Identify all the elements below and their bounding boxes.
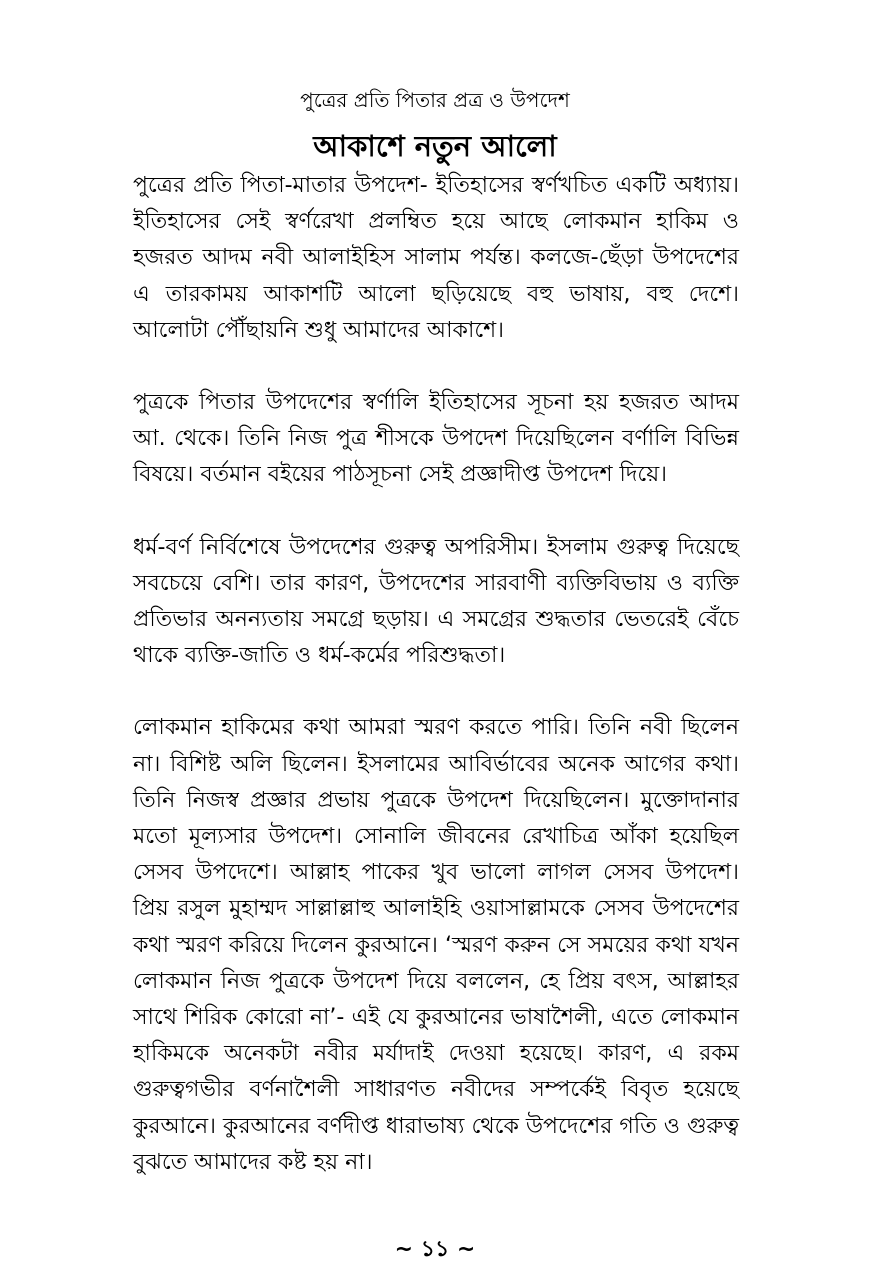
paragraph-1: পুত্রের প্রতি পিতা-মাতার উপদেশ- ইতিহাসের স্বর্ণখচিত একটি অধ্যায়। ইতিহাসের সেই স্বর্ণরেখা প্রলম্বিত হয়ে আছে লোকমান হাকিম ও হজরত আদম নবী আলাইহিস সালাম পর্যন্ত। কলজে-ছেঁড়া উপদেশের এ তারকাময় আকাশটি আলো ছড়িয়েছে বহু ভাষায়, বহু দেশে। আলোটা পৌঁছায়নি শুধু আমাদের আকাশে। [133, 173, 739, 343]
paragraph-4: লোকমান হাকিমের কথা আমরা স্মরণ করতে পারি। তিনি নবী ছিলেন না। বিশিষ্ট অলি ছিলেন। ইসলামের আবির্ভাবের অনেক আগের কথা। তিনি নিজস্ব প্রজ্ঞার প্রভায় পুত্রকে উপদেশ দিয়েছিলেন। মুক্তোদানার মতো মূল্যসার উপদেশ। সোনালি জীবনের রেখাচিত্র আঁকা হয়েছিল সেসব উপদেশে। আল্লাহ পাকের খুব ভালো লাগল সেসব উপদেশ। প্রিয় রসুল মুহাম্মদ সাল্লাল্লাহু আলাইহি ওয়াসাল্লামকে সেসব উপদেশের কথা স্মরণ করিয়ে দিলেন কুরআনে। ‘স্মরণ করুন সে সময়ের কথা যখন লোকমান নিজ পুত্রকে উপদেশ দিয়ে বললেন, হে প্রিয় বৎস, আল্লাহর সাথে শিরিক কোরো না’- এই যে কুরআনের ভাষাশৈলী, এতে লোকমান হাকিমকে অনেকটা নবীর মর্যাদাই দেওয়া হয়েছে। কারণ, এ রকম গুরুত্বগভীর বর্ণনাশৈলী সাধারণত নবীদের সম্পর্কেই বিবৃত হয়েছে কুরআনে। কুরআনের বর্ণদীপ্ত ধারাভাষ্য থেকে উপদেশের গতি ও গুরুত্ব বুঝতে আমাদের কষ্ট হয় না। [133, 715, 739, 1175]
paragraph-2: পুত্রকে পিতার উপদেশের স্বর্ণালি ইতিহাসের সূচনা হয় হজরত আদম আ. থেকে। তিনি নিজ পুত্র শীসকে উপদেশ দিয়েছিলেন বর্ণালি বিভিন্ন বিষয়ে। বর্তমান বইয়ের পাঠসূচনা সেই প্রজ্ঞাদীপ্ত উপদেশ দিয়ে। [133, 390, 739, 488]
paragraph-3: ধর্ম-বর্ণ নির্বিশেষে উপদেশের গুরুত্ব অপরিসীম। ইসলাম গুরুত্ব দিয়েছে সবচেয়ে বেশি। তার কারণ, উপদেশের সারবাণী ব্যক্তিবিভায় ও ব্যক্তি প্রতিভার অনন্যতায় সমগ্রে ছড়ায়। এ সমগ্রের শুদ্ধতার ভেতরেই বেঁচে থাকে ব্যক্তি-জাতি ও ধর্ম-কর্মের পরিশুদ্ধতা। [133, 534, 739, 669]
page-number: ~ ১১ ~ [394, 1237, 476, 1262]
body-text [133, 168, 739, 1217]
running-header: পুত্রের প্রতি পিতার প্রত্র ও উপদেশ [300, 88, 570, 112]
chapter-title: আকাশে নতুন আলো [313, 129, 557, 163]
